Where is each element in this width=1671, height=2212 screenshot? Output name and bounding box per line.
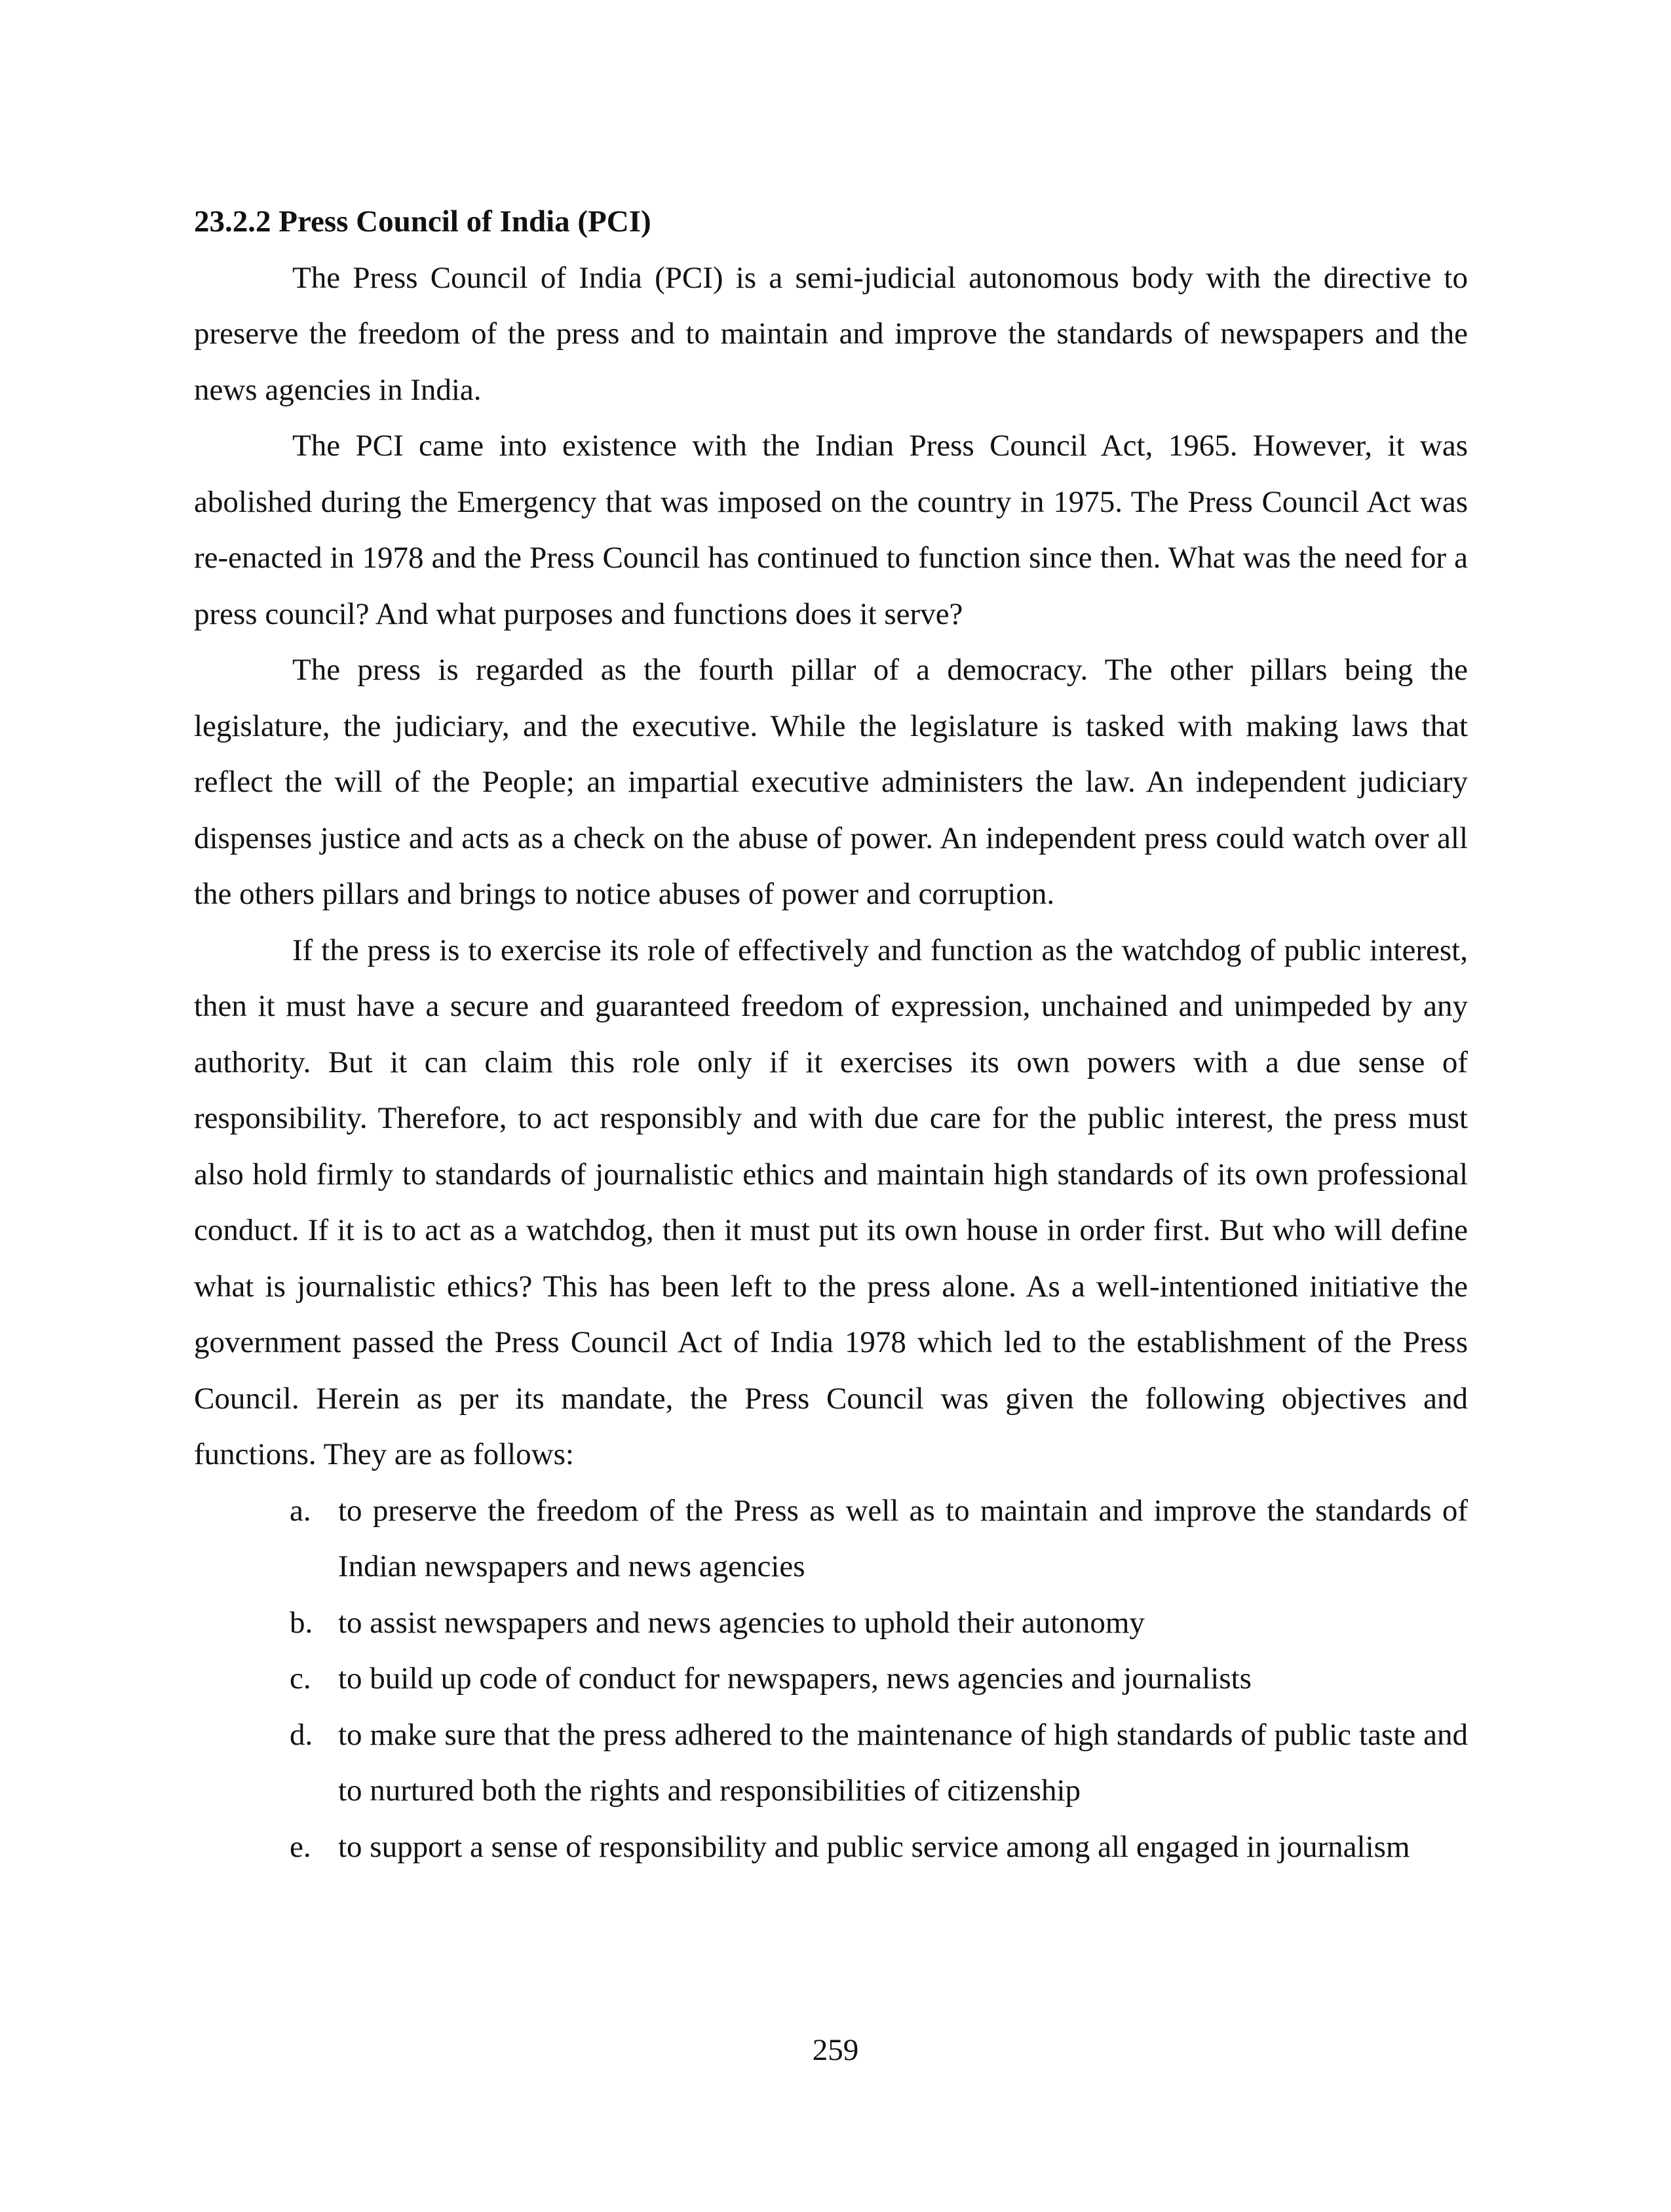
objective-text: to preserve the freedom of the Press as well as to maintain and improve the standards of Indian newspapers and news agencies	[338, 1493, 1468, 1583]
objective-item	[290, 1819, 1468, 1876]
paragraph-history: The PCI came into existence with the Indian Press Council Act, 1965. However, it was abolished during the Emergency that was imposed on the country in 1975. The Press Council Act was re-enacted in 1978 and the Press Council has continued to function since then. What was the need for a press council? And what purposes and functions does it serve?	[194, 429, 1468, 631]
objective-text: to build up code of conduct for newspapers, news agencies and journalists	[338, 1661, 1252, 1696]
section-heading: 23.2.2 Press Council of India (PCI)	[194, 204, 651, 239]
objective-text: to support a sense of responsibility and public service among all engaged in journalism	[338, 1829, 1410, 1864]
objective-text: to assist newspapers and news agencies to uphold their autonomy	[338, 1605, 1145, 1640]
objective-item	[290, 1651, 1468, 1707]
objectives-list	[194, 1483, 1468, 1876]
paragraph-definition: The Press Council of India (PCI) is a semi-judicial autonomous body with the directive to preserve the freedom of the press and to maintain and improve the standards of newspapers and the news agencies in India.	[194, 260, 1468, 407]
objective-marker: e.	[290, 1829, 311, 1864]
objective-text: to make sure that the press adhered to the maintenance of high standards of public taste and to nurtured both the rights and responsibilities of citizenship	[338, 1717, 1468, 1808]
paragraph-watchdog-role: If the press is to exercise its role of effectively and function as the watchdog of public interest, then it must have a secure and guaranteed freedom of expression, unchained and unimpeded by any authority. But it can claim this role only if it exercises its own powers with a due sense of responsibility. Therefore, to act responsibly and with due care for the public interest, the press must also hold firmly to standards of journalistic ethics and maintain high standards of its own professional conduct. If it is to act as a watchdog, then it must put its own house in order first. But who will define what is journalistic ethics? This has been left to the press alone. As a well-intentioned initiative the government passed the Press Council Act of India 1978 which led to the establishment of the Press Council. Herein as per its mandate, the Press Council was given the following objectives and functions. They are as follows:	[194, 933, 1468, 1471]
objective-marker: d.	[290, 1717, 313, 1752]
page-number: 259	[812, 2033, 859, 2067]
objective-item	[290, 1707, 1468, 1819]
objective-marker: c.	[290, 1661, 311, 1696]
paragraph-fourth-pillar: The press is regarded as the fourth pillar of a democracy. The other pillars being the legislature, the judiciary, and the executive. While the legislature is tasked with making laws that reflect the will of the People; an impartial executive administers the law. An independent judiciary dispenses justice and acts as a check on the abuse of power. An independent press could watch over all the others pillars and brings to notice abuses of power and corruption.	[194, 653, 1468, 911]
objective-item	[290, 1483, 1468, 1595]
objective-marker: a.	[290, 1493, 311, 1528]
page-content	[194, 194, 1468, 1875]
objective-item	[290, 1595, 1468, 1652]
objective-marker: b.	[290, 1605, 313, 1640]
